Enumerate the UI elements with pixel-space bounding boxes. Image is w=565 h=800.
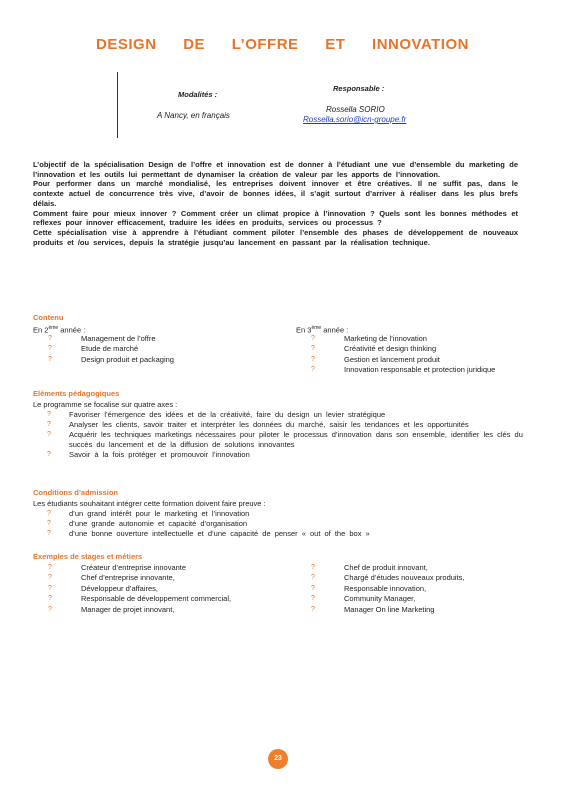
bullet-icon: ? — [48, 335, 52, 342]
list-item: ? Responsable innovation, — [311, 583, 427, 593]
exemples-heading: Exemples de stages et métiers — [33, 552, 143, 561]
list-item: ? Responsable de développement commercial, — [48, 594, 232, 604]
bullet-icon: ? — [47, 520, 51, 527]
bullet-icon: ? — [47, 431, 51, 438]
list-item: ? Acquérir les techniques marketings nécessaires pour piloter le processus d’innovation dans son ensemble, identifier les clés du succès du lancement et de la diffusion de solutions innovantes — [47, 430, 523, 449]
conditions-heading: Conditions d’admission — [33, 488, 119, 497]
elements-heading: Eléments pédagogiques — [33, 389, 120, 398]
header-divider — [117, 72, 118, 138]
bullet-icon: ? — [48, 595, 52, 603]
year-3-label: En 3ème année : — [296, 325, 349, 335]
list-item: ? Chef d’entreprise innovante, — [48, 573, 175, 583]
responsable-label: Responsable : — [333, 84, 385, 93]
bullet-icon: ? — [48, 574, 52, 582]
list-item: ? Savoir à la fois protéger et promouvoir l’innovation — [47, 450, 250, 459]
intro-paragraph: Cette spécialisation vise à apprendre à l’étudiant comment piloter l’ensemble des phases de développement de nouveaux produits et /ou services, depuis la stratégie jusqu’au lancement en passant par la réalisation technique. — [33, 227, 518, 247]
list-item: ? Gestion et lancement produit — [311, 354, 440, 364]
list-item: ? Innovation responsable et protection juridique — [311, 365, 496, 375]
intro-paragraph: L’objectif de la spécialisation Design de l’offre et innovation est de donner à l’étudiant une vue d’ensemble du marketing de l’innovation et les outils lui permettant de dynamiser la création de valeur par les apports de l’innovation. — [33, 160, 518, 179]
list-item: ? Chef de produit innovant, — [311, 563, 428, 572]
bullet-icon: ? — [311, 366, 315, 374]
responsable-email-link[interactable]: Rossella.sorio@icn-groupe.fr — [303, 115, 407, 124]
list-item: ? d’une bonne ouverture intellectuelle et d’une capacité de penser « out of the box » — [47, 529, 370, 538]
intro-paragraph: Comment faire pour mieux innover ? Comment créer un climat propice à l’innovation ? Quels sont les bonnes méthodes et reflexes pour innover efficacement, traduire les idées en produits, services ou processus ? — [33, 208, 518, 228]
bullet-icon: ? — [311, 595, 315, 603]
elements-intro: Le programme se focalise sur quatre axes : — [33, 400, 178, 409]
bullet-icon: ? — [311, 335, 315, 342]
year-3-list — [311, 334, 495, 376]
list-item: ? Community Manager, — [311, 594, 416, 604]
conditions-intro: Les étudiants souhaitant intégrer cette formation doivent faire preuve : — [33, 499, 266, 508]
contenu-heading: Contenu — [33, 313, 64, 322]
bullet-icon: ? — [47, 510, 51, 517]
exemples-right-list — [311, 563, 465, 615]
list-item: ? Chargé d’études nouveaux produits, — [311, 573, 465, 583]
list-item: ? Management de l’offre — [48, 334, 156, 343]
list-item: ? Favoriser l’émergence des idées et de la créativité, faire du design un levier stratégique — [47, 410, 386, 419]
bullet-icon: ? — [47, 421, 51, 428]
responsable-name: Rossella SORIO — [326, 105, 385, 114]
exemples-left-list — [48, 563, 231, 615]
list-item: ? Manager de projet innovant, — [48, 604, 175, 614]
bullet-icon: ? — [48, 564, 52, 571]
modalites-label: Modalités : — [178, 90, 218, 99]
bullet-icon: ? — [311, 564, 315, 571]
list-item: ? Design produit et packaging — [48, 354, 174, 364]
bullet-icon: ? — [47, 411, 51, 418]
elements-list — [33, 410, 523, 460]
intro-paragraph: Pour performer dans un marché mondialisé, les entreprises doivent innover et être créatives. Il ne suffit pas, dans le contexte actuel de concurrence très vive, d’avoir de bonnes idées, il s’agit surtout d’arriver à réaliser dans les plus brefs délais. — [33, 179, 518, 208]
bullet-icon: ? — [48, 355, 52, 363]
bullet-icon: ? — [311, 355, 315, 363]
year-2-list — [48, 334, 174, 365]
modalites-value: A Nancy, en français — [157, 111, 230, 120]
page-number-badge: 23 — [268, 749, 288, 769]
bullet-icon: ? — [47, 530, 51, 537]
page-title: DESIGN DE L’OFFRE ET INNOVATION — [96, 36, 469, 53]
bullet-icon: ? — [311, 345, 315, 353]
bullet-icon: ? — [311, 574, 315, 582]
list-item: ? Marketing de l’innovation — [311, 334, 427, 343]
list-item: ? Développeur d’affaires, — [48, 583, 158, 593]
list-item: ? Créateur d’entreprise innovante — [48, 563, 187, 572]
list-item: ? Créativité et design thinking — [311, 344, 437, 354]
list-item: ? Etude de marché — [48, 344, 139, 354]
bullet-icon: ? — [311, 584, 315, 592]
list-item: ? d’un grand intérêt pour le marketing et l’innovation — [47, 509, 250, 518]
year-2-label: En 2ème année : — [33, 325, 86, 335]
list-item: ? Analyser les clients, savoir traiter et interpréter les données du marché, saisir les tendances et les opportunités — [47, 420, 469, 429]
bullet-icon: ? — [48, 345, 52, 353]
intro-text — [33, 160, 518, 247]
bullet-icon: ? — [48, 584, 52, 592]
bullet-icon: ? — [311, 605, 315, 613]
list-item: ? Manager On line Marketing — [311, 604, 435, 614]
bullet-icon: ? — [47, 451, 51, 458]
bullet-icon: ? — [48, 605, 52, 613]
list-item: ? d’une grande autonomie et capacité d’organisation — [47, 519, 248, 528]
conditions-list — [33, 509, 523, 539]
